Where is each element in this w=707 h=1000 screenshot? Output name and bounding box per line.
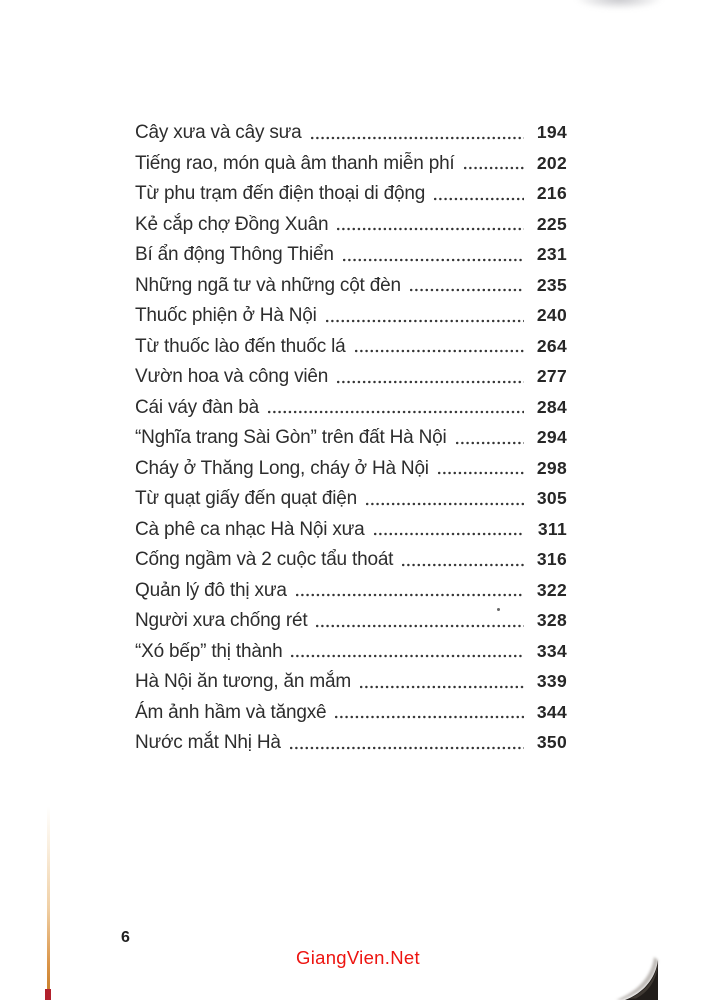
toc-list xyxy=(135,117,567,758)
toc-page-number: 311 xyxy=(537,518,567,539)
toc-page-number: 216 xyxy=(536,183,567,203)
toc-page-number: 231 xyxy=(536,244,567,264)
toc-leader-dots xyxy=(268,408,524,416)
toc-page-number: 240 xyxy=(536,305,567,325)
toc-page-number: 264 xyxy=(536,335,567,356)
folio-page-number: 6 xyxy=(121,929,130,946)
toc-row xyxy=(135,422,567,453)
toc-entry-title: Cây xưa và cây sưa xyxy=(135,122,302,143)
toc-page-number: 194 xyxy=(536,122,567,142)
toc-row xyxy=(135,453,567,484)
toc-page-number: 294 xyxy=(536,427,567,447)
toc-page-number: 235 xyxy=(536,274,567,295)
toc-page-number: 334 xyxy=(536,640,567,661)
toc-entry-title: Tiếng rao, món quà âm thanh miễn phí xyxy=(135,152,455,174)
toc-row xyxy=(135,636,567,667)
toc-leader-dots xyxy=(360,683,524,691)
toc-leader-dots xyxy=(402,561,524,569)
toc-leader-dots xyxy=(337,378,524,386)
toc-leader-dots xyxy=(456,439,524,447)
toc-leader-dots xyxy=(326,317,524,325)
toc-leader-dots xyxy=(410,286,524,294)
toc-row xyxy=(135,209,567,240)
toc-entry-title: Cống ngầm và 2 cuộc tẩu thoát xyxy=(135,549,394,570)
toc-entry-title: Từ thuốc lào đến thuốc lá xyxy=(135,335,346,357)
toc-entry-title: “Xó bếp” thị thành xyxy=(135,640,283,662)
toc-page-number: 322 xyxy=(536,579,567,600)
toc-row xyxy=(135,514,567,545)
toc-row xyxy=(135,575,567,606)
toc-leader-dots xyxy=(366,500,524,508)
toc-leader-dots xyxy=(290,744,524,752)
toc-leader-dots xyxy=(335,713,524,721)
toc-entry-title: “Nghĩa trang Sài Gòn” trên đất Hà Nội xyxy=(135,427,447,448)
toc-entry-title: Từ phu trạm đến điện thoại di động xyxy=(135,183,426,204)
watermark-text: GiangVien.Net xyxy=(296,947,420,968)
toc-page-number: 277 xyxy=(536,366,567,386)
toc-page-number: 202 xyxy=(536,152,567,173)
toc-page-number: 339 xyxy=(536,671,567,691)
toc-entry-title: Những ngã tư và những cột đèn xyxy=(135,274,401,296)
toc-leader-dots xyxy=(316,622,524,630)
toc-leader-dots xyxy=(311,134,524,142)
toc-page-number: 316 xyxy=(536,549,567,569)
toc-entry-title: Cà phê ca nhạc Hà Nội xưa xyxy=(135,518,365,540)
toc-leader-dots xyxy=(343,256,524,264)
toc-page-number: 298 xyxy=(536,457,567,478)
toc-entry-title: Quản lý đô thị xưa xyxy=(135,579,287,601)
toc-leader-dots xyxy=(355,347,524,355)
scan-speck xyxy=(497,608,500,611)
cover-edge-line xyxy=(47,806,50,992)
toc-row xyxy=(135,270,567,301)
toc-entry-title: Người xưa chống rét xyxy=(135,610,308,631)
toc-leader-dots xyxy=(337,225,524,233)
toc-entry-title: Vườn hoa và công viên xyxy=(135,366,329,387)
toc-leader-dots xyxy=(434,195,524,203)
toc-row xyxy=(135,666,567,697)
toc-entry-title: Nước mắt Nhị Hà xyxy=(135,732,281,753)
page-curl xyxy=(612,952,707,1000)
toc-row xyxy=(135,697,567,728)
toc-page-number: 225 xyxy=(536,213,567,234)
toc-leader-dots xyxy=(464,164,524,172)
toc-page-number: 350 xyxy=(536,732,567,752)
toc-page-number: 344 xyxy=(536,701,567,722)
toc-leader-dots xyxy=(291,652,524,660)
toc-row xyxy=(135,392,567,423)
toc-row xyxy=(135,117,567,148)
toc-row xyxy=(135,605,567,636)
toc-row xyxy=(135,361,567,392)
toc-entry-title: Kẻ cắp chợ Đồng Xuân xyxy=(135,213,329,235)
toc-leader-dots xyxy=(438,469,524,477)
toc-leader-dots xyxy=(296,591,524,599)
toc-entry-title: Ám ảnh hầm và tăngxê xyxy=(135,701,327,723)
toc-entry-title: Cái váy đàn bà xyxy=(135,396,259,418)
toc-page-number: 305 xyxy=(536,488,567,508)
toc-row xyxy=(135,148,567,179)
toc-row xyxy=(135,727,567,758)
toc-row xyxy=(135,331,567,362)
toc-entry-title: Bí ẩn động Thông Thiển xyxy=(135,244,334,265)
cover-edge-red-cap xyxy=(45,989,51,1000)
toc-row xyxy=(135,483,567,514)
toc-row xyxy=(135,178,567,209)
toc-leader-dots xyxy=(374,530,524,538)
toc-page-number: 284 xyxy=(536,396,567,417)
toc-entry-title: Hà Nội ăn tương, ăn mắm xyxy=(135,671,351,692)
toc-entry-title: Thuốc phiện ở Hà Nội xyxy=(135,305,317,326)
corner-smudge xyxy=(574,0,664,10)
toc-row xyxy=(135,544,567,575)
toc-page-number: 328 xyxy=(536,610,567,630)
toc-entry-title: Cháy ở Thăng Long, cháy ở Hà Nội xyxy=(135,457,429,479)
toc-row xyxy=(135,300,567,331)
toc-entry-title: Từ quạt giấy đến quạt điện xyxy=(135,488,357,509)
toc-row xyxy=(135,239,567,270)
